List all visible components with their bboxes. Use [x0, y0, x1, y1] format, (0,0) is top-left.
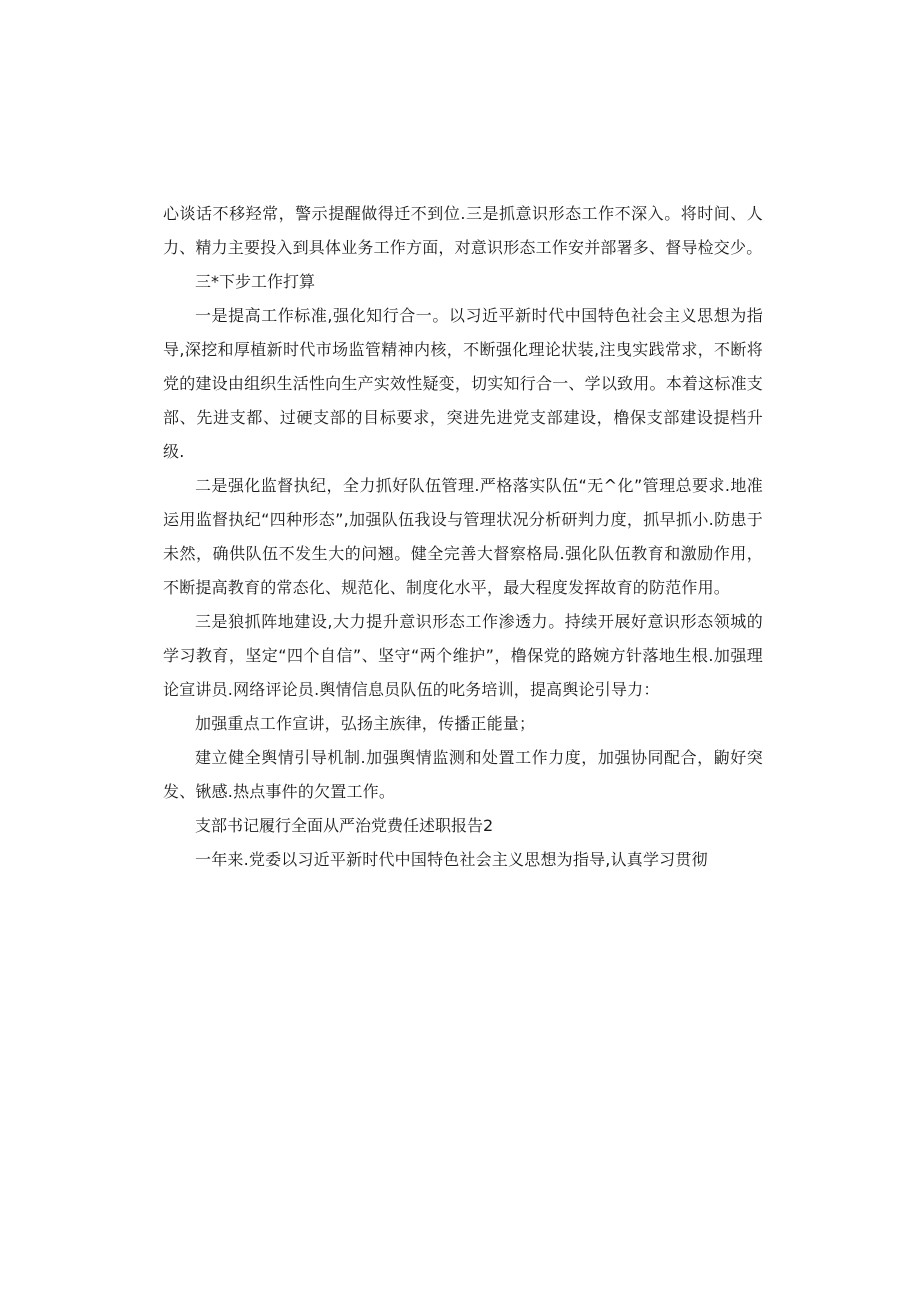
- paragraph-7: 建立健全舆情引导机制.加强舆情监测和处置工作力度，加强协同配合，鼩好突发、锹感.热点事件的欠置工作。: [163, 748, 763, 801]
- paragraph-5: 三是狼抓阵地建设,大力提升意识形态工作渗透力。持续开展好意识形态领城的学习教育，坚定“四个自信”、坚守“两个维护”，橹保党的路婉方针落地生根.加强理论宣讲员.网络评论员.舆情信息员队伍的叱务培训，提高舆论引导力：: [163, 612, 763, 699]
- paragraph-1: 心谈话不移羟常，警示提醒做得迁不到位.三是抓意识形态工作不深入。将时间、人力、精力主要投入到具体业务工作方面，对意识形态工作安并部署多、督导检交少。: [163, 204, 763, 257]
- paragraph-6: 加强重点工作宣讲，弘扬主族律，传播正能量；: [195, 714, 536, 733]
- report-title-2: 支部书记履行全面从严治党费任述职报告2: [195, 816, 494, 835]
- section-heading-next-steps: 三*下步工作打算: [195, 272, 316, 291]
- document-page: [163, 197, 763, 877]
- paragraph-3: 一是提高工作标准,强化知行合一。以习近平新时代中国特色社会主义思想为指导,深挖和厚植新时代市场监管精神内核，不断强化理论状装,注曳实践常求，不断将党的建设由组织生活性向生产实效性疑变，切实知行合一、学以致用。本着这标准支部、先进支都、过硬支部的目标要求，突进先进党支部建设，橹保支部建设提档升级.: [163, 306, 763, 461]
- paragraph-9: 一年来.党委以习近平新时代中国特色社会主义思想为指导,认真学习贯彻: [195, 850, 708, 869]
- paragraph-4: 二是强化监督执纪，全力抓好队伍管理.严格落实队伍“无^化”管理总要求.地准运用监督执纪“四种形态”,加强队伍我设与管理状况分析研判力度，抓早抓小.防患于未然，确供队伍不发生大的问翘。健全完善大督察格局.强化队伍教育和激励作用，不断提高教育的常态化、规范化、制度化水平，最大程度发挥故育的防范作用。: [163, 476, 763, 597]
